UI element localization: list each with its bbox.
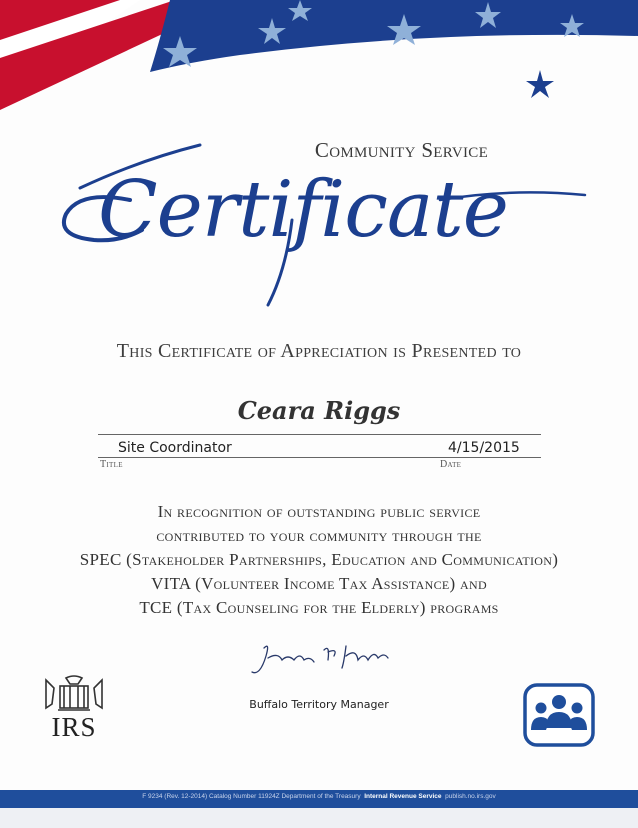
certificate-heading: Community Service [314,138,489,162]
footer-agency: Internal Revenue Service [364,793,442,800]
recognition-line: SPEC (Stakeholder Partnerships, Education and Communication) [79,550,559,569]
date-value: 4/15/2015 [448,440,520,456]
recipient-underline [98,434,541,435]
title-underline [98,457,273,458]
title-label: Title [100,459,123,470]
star-icon [526,70,554,98]
recognition-text [0,500,638,620]
recognition-line: In recognition of outstanding public service [157,502,481,521]
recipient-name: Ceara Riggs [237,396,401,425]
certificate-script-text: Certificate [98,165,508,255]
footer-text [0,793,638,800]
handwritten-signature [248,638,398,688]
recognition-line: VITA (Volunteer Income Tax Assistance) and [151,574,487,593]
people-group-icon [522,682,596,748]
recognition-line: contributed to your community through the [156,526,482,545]
title-value: Site Coordinator [118,440,232,456]
footer-margin [0,808,638,828]
certificate-script-title [60,140,590,310]
date-underline [273,457,541,458]
flag-banner [0,0,638,120]
footer-site: publish.no.irs.gov [445,793,496,800]
irs-eagle-icon [38,674,110,714]
date-label: Date [440,459,462,470]
signer-title: Buffalo Territory Manager [249,698,389,711]
footer-form-info: F 9234 (Rev. 12-2014) Catalog Number 11924Z Department of the Treasury [142,793,361,800]
presented-to-line: This Certificate of Appreciation is Presented to [116,340,522,362]
recognition-line: TCE (Tax Counseling for the Elderly) programs [139,598,499,617]
irs-logo-text: IRS [51,712,97,742]
